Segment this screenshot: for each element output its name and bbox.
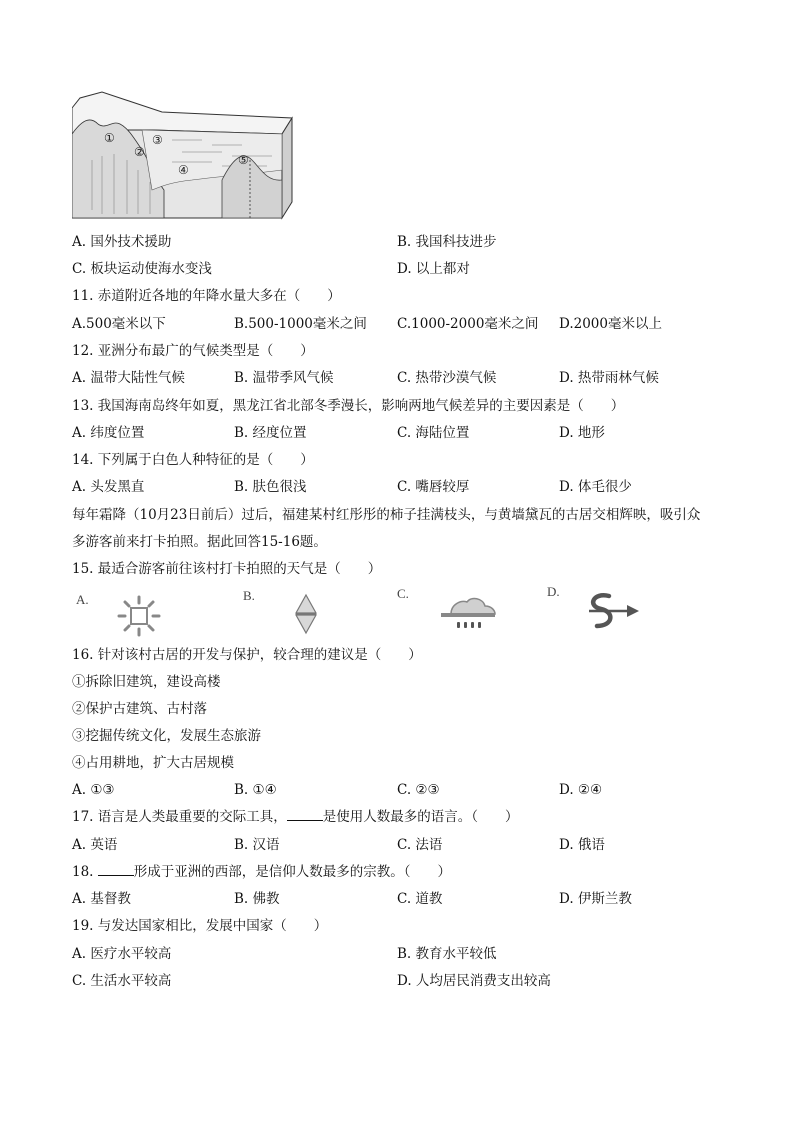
q17-option-a: A. 英语: [72, 837, 118, 853]
diagram-label-4: ④: [178, 163, 189, 177]
terrain-block-diagram: [72, 90, 297, 220]
sunny-icon: [114, 594, 164, 638]
q11-option-a: A.500毫米以下: [72, 316, 166, 332]
diagram-label-1: ①: [104, 131, 115, 145]
q19-option-a: A. 医疗水平较高: [72, 946, 172, 962]
q13-stem: 13. 我国海南岛终年如夏，黑龙江省北部冬季漫长，影响两地气候差异的主要因素是（ ）: [72, 398, 625, 414]
diagram-label-3: ③: [152, 133, 163, 147]
q16-option-b: B. ①④: [234, 782, 277, 798]
q19-option-c: C. 生活水平较高: [72, 973, 172, 989]
q19-option-b: B. 教育水平较低: [397, 946, 497, 962]
storm-cloud-icon: [437, 594, 499, 632]
q17-option-d: D. 俄语: [559, 837, 605, 853]
sandstorm-icon: [579, 588, 645, 634]
q18-option-b: B. 佛教: [234, 891, 280, 907]
q10-option-b: B. 我国科技进步: [397, 234, 497, 250]
q18-stem-before: 18.: [72, 864, 98, 880]
q13-option-c: C. 海陆位置: [397, 425, 470, 441]
q15-letter-a: A.: [76, 592, 89, 607]
hail-icon: [292, 593, 320, 637]
q13-option-a: A. 纬度位置: [72, 425, 145, 441]
q10-option-d: D. 以上都对: [397, 261, 470, 277]
q16-item-4: ④占用耕地，扩大古居规模: [72, 755, 234, 771]
q14-option-a: A. 头发黑直: [72, 479, 145, 495]
q19-option-d: D. 人均居民消费支出较高: [397, 973, 551, 989]
q18-answer-blank: [98, 863, 134, 876]
q17-stem: [72, 808, 519, 826]
q17-stem-after: 是使用人数最多的语言。（ ）: [322, 809, 519, 825]
q16-option-d: D. ②④: [559, 782, 603, 798]
q10-option-a: A. 国外技术援助: [72, 234, 172, 250]
q12-stem: 12. 亚洲分布最广的气候类型是（ ）: [72, 343, 314, 359]
passage-line-2: 多游客前来打卡拍照。据此回答15-16题。: [72, 534, 327, 550]
q15-letter-d: D.: [547, 584, 560, 599]
q17-answer-blank: [287, 808, 323, 821]
q18-option-c: C. 道教: [397, 891, 443, 907]
q15-letter-b: B.: [243, 588, 255, 603]
q11-option-c: C.1000-2000毫米之间: [397, 316, 539, 332]
q16-item-1: ①拆除旧建筑，建设高楼: [72, 674, 221, 690]
q16-item-2: ②保护古建筑、古村落: [72, 701, 207, 717]
q19-stem: 19. 与发达国家相比，发展中国家（ ）: [72, 918, 328, 934]
q15-stem: 15. 最适合游客前往该村打卡拍照的天气是（ ）: [72, 561, 382, 577]
q12-option-d: D. 热带雨林气候: [559, 370, 659, 386]
q16-stem: 16. 针对该村古居的开发与保护，较合理的建议是（ ）: [72, 647, 422, 663]
q15-letter-c: C.: [397, 586, 409, 601]
q10-option-c: C. 板块运动使海水变浅: [72, 261, 212, 277]
q14-option-d: D. 体毛很少: [559, 479, 632, 495]
q16-option-c: C. ②③: [397, 782, 440, 798]
q13-option-b: B. 经度位置: [234, 425, 307, 441]
q17-option-c: C. 法语: [397, 837, 443, 853]
q18-stem: [72, 863, 451, 881]
q18-option-d: D. 伊斯兰教: [559, 891, 632, 907]
q14-option-b: B. 肤色很浅: [234, 479, 307, 495]
diagram-label-5: ⑤: [238, 153, 249, 167]
q12-option-a: A. 温带大陆性气候: [72, 370, 185, 386]
q11-stem: 11. 赤道附近各地的年降水量大多在（ ）: [72, 288, 341, 304]
q11-option-b: B.500-1000毫米之间: [234, 316, 367, 332]
q16-item-3: ③挖掘传统文化，发展生态旅游: [72, 728, 261, 744]
q13-option-d: D. 地形: [559, 425, 605, 441]
q18-option-a: A. 基督教: [72, 891, 131, 907]
q18-stem-after: 形成于亚洲的西部，是信仰人数最多的宗教。（ ）: [133, 864, 452, 880]
q17-stem-before: 17. 语言是人类最重要的交际工具，: [72, 809, 287, 825]
q16-option-a: A. ①③: [72, 782, 115, 798]
q14-stem: 14. 下列属于白色人种特征的是（ ）: [72, 452, 314, 468]
q11-option-d: D.2000毫米以上: [559, 316, 662, 332]
q17-option-b: B. 汉语: [234, 837, 280, 853]
passage-line-1: 每年霜降（10月23日前后）过后，福建某村红彤彤的柿子挂满枝头，与黄墙黛瓦的古居交相辉映，吸引众: [72, 507, 701, 523]
q14-option-c: C. 嘴唇较厚: [397, 479, 470, 495]
q12-option-b: B. 温带季风气候: [234, 370, 334, 386]
q12-option-c: C. 热带沙漠气候: [397, 370, 497, 386]
diagram-label-2: ②: [134, 145, 145, 159]
